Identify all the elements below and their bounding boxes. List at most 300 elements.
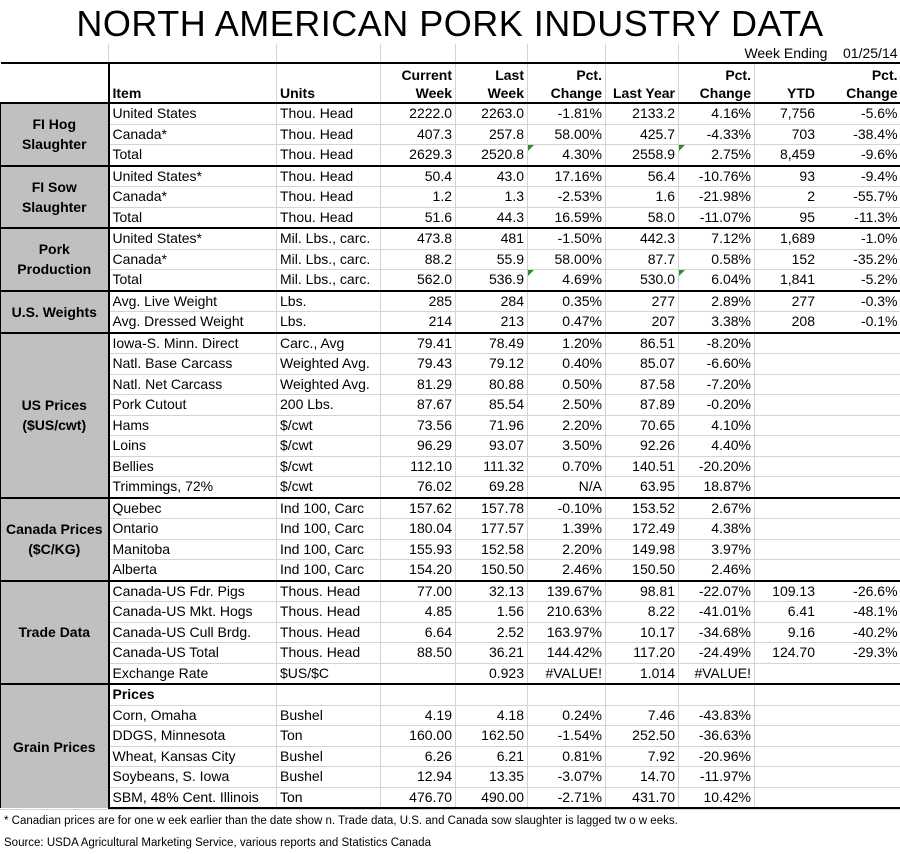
row-pct-change-ytd: -1.0%: [815, 229, 900, 249]
row-pct-change-ly: #VALUE!: [679, 663, 755, 684]
row-pct-change: 58.00%: [528, 249, 606, 270]
row-current-week: 73.56: [381, 415, 456, 436]
row-last-year: 70.65: [606, 415, 679, 436]
row-last-week: 284: [456, 291, 528, 312]
table-row: [1, 436, 900, 457]
row-current-week: 407.3: [381, 124, 456, 145]
row-ytd-group: [755, 643, 900, 664]
row-pct-change: 2.20%: [528, 415, 606, 436]
row-current-week: 160.00: [381, 726, 456, 747]
row-units: Weighted Avg.: [277, 354, 381, 375]
row-item: Canada-US Fdr. Pigs: [109, 581, 277, 602]
row-pct-change: 0.35%: [528, 291, 606, 312]
row-current-week: 112.10: [381, 456, 456, 477]
row-pct-change-ly: 18.87%: [679, 477, 755, 498]
row-item: Pork Cutout: [109, 395, 277, 416]
row-pct-change-ytd: -5.2%: [815, 270, 900, 290]
table-row: [1, 291, 900, 312]
row-units: Ind 100, Carc: [277, 519, 381, 540]
row-item: United States: [109, 103, 277, 124]
row-last-week: 79.12: [456, 354, 528, 375]
row-pct-change: 0.47%: [528, 312, 606, 333]
table-row: [1, 726, 900, 747]
row-pct-change-ly: -0.20%: [679, 395, 755, 416]
row-current-week: 154.20: [381, 560, 456, 581]
source-note: Source: USDA Agricultural Marketing Service, various reports and Statistics Canada: [0, 832, 900, 854]
row-last-week: 257.8: [456, 124, 528, 145]
row-pct-change-ly: 4.16%: [679, 103, 755, 124]
category-label: U.S. Weights: [1, 291, 109, 333]
row-last-year: 277: [606, 291, 679, 312]
row-pct-change-ly: 10.42%: [679, 787, 755, 808]
header-units: Units: [277, 63, 381, 103]
row-last-week: 55.9: [456, 249, 528, 270]
row-ytd-group: [755, 519, 900, 540]
row-pct-change-ly: -24.49%: [679, 643, 755, 664]
week-ending-row: [1, 44, 900, 63]
row-pct-change: 1.20%: [528, 333, 606, 354]
row-pct-change: 163.97%: [528, 622, 606, 643]
row-ytd: 152: [755, 250, 815, 270]
row-current-week: 51.6: [381, 207, 456, 228]
header-item: Item: [109, 63, 277, 103]
row-last-year: 10.17: [606, 622, 679, 643]
row-pct-change-ly: 2.67%: [679, 498, 755, 519]
row-item: Canada-US Mkt. Hogs: [109, 602, 277, 623]
row-last-year: 442.3: [606, 228, 679, 249]
row-ytd: 9.16: [755, 623, 815, 643]
table-row: [1, 456, 900, 477]
row-pct-change-ly: 3.97%: [679, 539, 755, 560]
row-last-year: 117.20: [606, 643, 679, 664]
table-row: [1, 333, 900, 354]
row-last-year: 2558.9: [606, 145, 679, 166]
row-item: Canada*: [109, 124, 277, 145]
row-ytd-group: [755, 395, 900, 416]
row-units: Ind 100, Carc: [277, 498, 381, 519]
row-last-year: 58.0: [606, 207, 679, 228]
row-pct-change-ly: -21.98%: [679, 187, 755, 208]
row-ytd: 7,756: [755, 104, 815, 124]
row-ytd-group: [755, 539, 900, 560]
row-item: Total: [109, 270, 277, 291]
row-units: Mil. Lbs., carc.: [277, 270, 381, 291]
row-current-week: 1.2: [381, 187, 456, 208]
row-units: Bushel: [277, 746, 381, 767]
category-label: Pork Production: [1, 228, 109, 291]
category-label: FI Hog Slaughter: [1, 103, 109, 166]
row-pct-change: 139.67%: [528, 581, 606, 602]
row-pct-change-ly: 7.12%: [679, 228, 755, 249]
row-pct-change-ly: -10.76%: [679, 166, 755, 187]
row-last-week: 2.52: [456, 622, 528, 643]
row-ytd: 93: [755, 167, 815, 187]
row-pct-change-ly: -11.07%: [679, 207, 755, 228]
row-ytd-group: [755, 249, 900, 270]
row-last-week: 2263.0: [456, 103, 528, 124]
header-ytd-group: [755, 63, 900, 103]
row-ytd-group: [755, 746, 900, 767]
row-ytd: 95: [755, 208, 815, 228]
row-last-week: 111.32: [456, 456, 528, 477]
row-last-week: 69.28: [456, 477, 528, 498]
row-current-week: 96.29: [381, 436, 456, 457]
row-item: Manitoba: [109, 539, 277, 560]
row-pct-change-ytd: -26.6%: [815, 582, 900, 602]
row-item: Natl. Base Carcass: [109, 354, 277, 375]
row-ytd-group: [755, 166, 900, 187]
row-last-week: 32.13: [456, 581, 528, 602]
table-row: [1, 187, 900, 208]
row-pct-change-ly: -43.83%: [679, 705, 755, 726]
row-current-week: 6.26: [381, 746, 456, 767]
row-ytd-group: [755, 415, 900, 436]
header-pct-change: Pct. Change: [528, 63, 606, 103]
table-row: [1, 270, 900, 291]
row-pct-change: 0.81%: [528, 746, 606, 767]
row-pct-change: 4.30%: [528, 145, 606, 166]
header-last-week: Last Week: [456, 63, 528, 103]
row-units: Thou. Head: [277, 124, 381, 145]
week-ending: [679, 44, 900, 63]
row-pct-change-ytd: -55.7%: [815, 187, 900, 207]
row-item: Corn, Omaha: [109, 705, 277, 726]
row-last-year: 140.51: [606, 456, 679, 477]
row-units: Ind 100, Carc: [277, 539, 381, 560]
row-last-week: 177.57: [456, 519, 528, 540]
table-row: [1, 539, 900, 560]
row-pct-change-ytd: -38.4%: [815, 125, 900, 145]
row-units: Thou. Head: [277, 103, 381, 124]
row-pct-change-ly: 2.46%: [679, 560, 755, 581]
row-ytd-group: [755, 103, 900, 124]
row-units: Mil. Lbs., carc.: [277, 228, 381, 249]
row-pct-change: 0.40%: [528, 354, 606, 375]
row-item: Avg. Dressed Weight: [109, 312, 277, 333]
row-pct-change: 1.39%: [528, 519, 606, 540]
row-pct-change: 0.70%: [528, 456, 606, 477]
row-last-week: 213: [456, 312, 528, 333]
table-row: [1, 622, 900, 643]
row-current-week: 88.50: [381, 643, 456, 664]
row-ytd-group: [755, 145, 900, 166]
row-current-week: 285: [381, 291, 456, 312]
row-current-week: 87.67: [381, 395, 456, 416]
row-pct-change-ly: -36.63%: [679, 726, 755, 747]
row-units: Lbs.: [277, 291, 381, 312]
column-header-row: [1, 63, 900, 103]
category-label: Trade Data: [1, 581, 109, 685]
row-item: Exchange Rate: [109, 663, 277, 684]
row-pct-change: 144.42%: [528, 643, 606, 664]
row-current-week: 88.2: [381, 249, 456, 270]
row-last-year: 1.6: [606, 187, 679, 208]
row-ytd-group: [755, 207, 900, 228]
table-row: [1, 124, 900, 145]
row-last-week: 1.56: [456, 602, 528, 623]
row-pct-change-ly: -4.33%: [679, 124, 755, 145]
row-pct-change-ly: -8.20%: [679, 333, 755, 354]
row-item: Total: [109, 145, 277, 166]
row-pct-change-ly: -11.97%: [679, 767, 755, 788]
row-pct-change-ly: -6.60%: [679, 354, 755, 375]
row-pct-change: -2.53%: [528, 187, 606, 208]
row-pct-change: 4.69%: [528, 270, 606, 291]
row-last-year: 1.014: [606, 663, 679, 684]
row-pct-change-ytd: -40.2%: [815, 623, 900, 643]
row-pct-change: 16.59%: [528, 207, 606, 228]
row-pct-change-ly: 4.38%: [679, 519, 755, 540]
row-last-week: 44.3: [456, 207, 528, 228]
row-ytd: 109.13: [755, 582, 815, 602]
row-last-week: 71.96: [456, 415, 528, 436]
row-ytd-group: [755, 354, 900, 375]
row-pct-change-ly: 2.89%: [679, 291, 755, 312]
row-current-week: 157.62: [381, 498, 456, 519]
row-ytd-group: [755, 726, 900, 747]
row-pct-change-ly: 2.75%: [679, 145, 755, 166]
row-last-week: 4.18: [456, 705, 528, 726]
row-current-week: 180.04: [381, 519, 456, 540]
row-ytd: 6.41: [755, 602, 815, 622]
row-item: Alberta: [109, 560, 277, 581]
row-last-year: 149.98: [606, 539, 679, 560]
row-ytd-group: [755, 228, 900, 249]
row-ytd-group: [755, 124, 900, 145]
table-row: [1, 787, 900, 808]
row-ytd: 277: [755, 292, 815, 312]
row-units: $/cwt: [277, 436, 381, 457]
row-last-week: 43.0: [456, 166, 528, 187]
table-row: [1, 354, 900, 375]
row-last-week: 152.58: [456, 539, 528, 560]
row-last-week: 162.50: [456, 726, 528, 747]
row-pct-change-ytd: -9.6%: [815, 145, 900, 165]
row-ytd-group: [755, 312, 900, 333]
footnote: * Canadian prices are for one w eek earlier than the date show n. Trade data, U.S. and Canada sow slaughter is lagged tw o w eeks.: [0, 809, 900, 832]
row-pct-change: -3.07%: [528, 767, 606, 788]
row-item: Soybeans, S. Iowa: [109, 767, 277, 788]
table-row: [1, 228, 900, 249]
row-last-year: 56.4: [606, 166, 679, 187]
row-last-year: 7.92: [606, 746, 679, 767]
row-current-week: 76.02: [381, 477, 456, 498]
row-current-week: 2629.3: [381, 145, 456, 166]
row-ytd: 124.70: [755, 643, 815, 663]
row-units: $/cwt: [277, 477, 381, 498]
row-current-week: 79.43: [381, 354, 456, 375]
row-pct-change-ytd: -48.1%: [815, 602, 900, 622]
row-pct-change: 2.50%: [528, 395, 606, 416]
row-pct-change: #VALUE!: [528, 663, 606, 684]
row-last-year: 87.58: [606, 374, 679, 395]
row-pct-change-ly: -20.20%: [679, 456, 755, 477]
row-pct-change-ly: 4.40%: [679, 436, 755, 457]
table-row: [1, 602, 900, 623]
row-item: SBM, 48% Cent. Illinois: [109, 787, 277, 808]
row-item: Canada*: [109, 249, 277, 270]
row-pct-change-ytd: -35.2%: [815, 250, 900, 270]
row-last-year: 431.70: [606, 787, 679, 808]
table-row: [1, 767, 900, 788]
row-last-year: 530.0: [606, 270, 679, 291]
header-last-year: Last Year: [606, 63, 679, 103]
row-ytd: 1,689: [755, 229, 815, 249]
row-current-week: 50.4: [381, 166, 456, 187]
row-last-week: 36.21: [456, 643, 528, 664]
row-units: Ton: [277, 787, 381, 808]
row-last-year: 87.89: [606, 395, 679, 416]
row-units: Thou. Head: [277, 145, 381, 166]
row-last-week: 157.78: [456, 498, 528, 519]
row-current-week: 77.00: [381, 581, 456, 602]
header-ytd: YTD: [755, 84, 815, 102]
row-current-week: [381, 663, 456, 684]
row-current-week: 4.19: [381, 705, 456, 726]
row-last-week: 93.07: [456, 436, 528, 457]
row-units: Bushel: [277, 767, 381, 788]
row-last-year: 2133.2: [606, 103, 679, 124]
category-label: Canada Prices ($C/KG): [1, 498, 109, 581]
row-last-week: 2520.8: [456, 145, 528, 166]
row-current-week: 6.64: [381, 622, 456, 643]
table-row: [1, 498, 900, 519]
row-last-week: 78.49: [456, 333, 528, 354]
row-pct-change: N/A: [528, 477, 606, 498]
row-pct-change-ytd: -5.6%: [815, 104, 900, 124]
row-item: Natl. Net Carcass: [109, 374, 277, 395]
row-item: Trimmings, 72%: [109, 477, 277, 498]
row-current-week: 79.41: [381, 333, 456, 354]
row-ytd-group: [755, 333, 900, 354]
row-item: Ontario: [109, 519, 277, 540]
row-pct-change: 0.24%: [528, 705, 606, 726]
row-ytd: 8,459: [755, 145, 815, 165]
row-pct-change: 58.00%: [528, 124, 606, 145]
row-pct-change-ytd: -0.1%: [815, 312, 900, 332]
row-ytd-group: [755, 622, 900, 643]
row-item: United States*: [109, 166, 277, 187]
row-pct-change-ly: -41.01%: [679, 602, 755, 623]
row-last-week: 490.00: [456, 787, 528, 808]
header-current-week: Current Week: [381, 63, 456, 103]
row-ytd-group: [755, 456, 900, 477]
row-last-year: 252.50: [606, 726, 679, 747]
row-current-week: 214: [381, 312, 456, 333]
table-row: [1, 166, 900, 187]
row-last-year: 63.95: [606, 477, 679, 498]
row-item: Canada*: [109, 187, 277, 208]
row-item: Canada-US Cull Brdg.: [109, 622, 277, 643]
row-last-year: 425.7: [606, 124, 679, 145]
row-ytd-group: [755, 602, 900, 623]
table-row: [1, 643, 900, 664]
row-units: 200 Lbs.: [277, 395, 381, 416]
row-units: Thous. Head: [277, 581, 381, 602]
week-ending-date: 01/25/14: [843, 45, 898, 61]
row-last-week: 1.3: [456, 187, 528, 208]
row-last-week: 536.9: [456, 270, 528, 291]
table-row: [1, 746, 900, 767]
row-units: $/cwt: [277, 456, 381, 477]
row-pct-change-ytd: -0.3%: [815, 292, 900, 312]
row-last-year: 207: [606, 312, 679, 333]
row-last-week: 80.88: [456, 374, 528, 395]
row-units: Lbs.: [277, 312, 381, 333]
row-pct-change: 0.50%: [528, 374, 606, 395]
row-pct-change-ly: 4.10%: [679, 415, 755, 436]
row-pct-change-ytd: -9.4%: [815, 167, 900, 187]
row-units: Thou. Head: [277, 207, 381, 228]
category-label: US Prices ($US/cwt): [1, 333, 109, 498]
row-units: Thou. Head: [277, 187, 381, 208]
row-item: Wheat, Kansas City: [109, 746, 277, 767]
table-row: [1, 374, 900, 395]
row-last-year: 172.49: [606, 519, 679, 540]
row-pct-change-ytd: -11.3%: [815, 208, 900, 228]
row-pct-change-ly: -7.20%: [679, 374, 755, 395]
row-units: Ind 100, Carc: [277, 560, 381, 581]
row-pct-change: 2.20%: [528, 539, 606, 560]
row-last-week: 0.923: [456, 663, 528, 684]
row-last-year: 85.07: [606, 354, 679, 375]
table-row: [1, 684, 900, 705]
table-row: [1, 560, 900, 581]
row-pct-change: -1.54%: [528, 726, 606, 747]
row-units: Bushel: [277, 705, 381, 726]
row-current-week: 2222.0: [381, 103, 456, 124]
row-pct-change-ly: -22.07%: [679, 581, 755, 602]
row-item: Bellies: [109, 456, 277, 477]
table-row: [1, 519, 900, 540]
row-ytd-group: [755, 436, 900, 457]
row-pct-change-ly: 0.58%: [679, 249, 755, 270]
row-ytd-group: [755, 498, 900, 519]
row-item: United States*: [109, 228, 277, 249]
row-current-week: 12.94: [381, 767, 456, 788]
row-units: $/cwt: [277, 415, 381, 436]
row-last-year: 150.50: [606, 560, 679, 581]
row-units: Carc., Avg: [277, 333, 381, 354]
row-item: Iowa-S. Minn. Direct: [109, 333, 277, 354]
table-row: [1, 145, 900, 166]
row-units: Ton: [277, 726, 381, 747]
row-units: Mil. Lbs., carc.: [277, 249, 381, 270]
row-last-year: 98.81: [606, 581, 679, 602]
category-label: FI Sow Slaughter: [1, 166, 109, 229]
table-row: [1, 705, 900, 726]
table-row: [1, 477, 900, 498]
row-last-year: 14.70: [606, 767, 679, 788]
row-ytd-group: [755, 663, 900, 684]
row-units: Weighted Avg.: [277, 374, 381, 395]
row-last-year: 87.7: [606, 249, 679, 270]
row-pct-change: 17.16%: [528, 166, 606, 187]
table-row: [1, 581, 900, 602]
pork-data-table: [0, 44, 900, 809]
row-pct-change: 2.46%: [528, 560, 606, 581]
subheader-label: Prices: [109, 684, 277, 705]
row-pct-change-ly: -20.96%: [679, 746, 755, 767]
table-row: [1, 249, 900, 270]
row-last-week: 85.54: [456, 395, 528, 416]
row-ytd-group: [755, 705, 900, 726]
header-pct-change-ly: Pct. Change: [679, 63, 755, 103]
row-ytd-group: [755, 767, 900, 788]
row-pct-change: 210.63%: [528, 602, 606, 623]
row-item: DDGS, Minnesota: [109, 726, 277, 747]
row-pct-change: 3.50%: [528, 436, 606, 457]
